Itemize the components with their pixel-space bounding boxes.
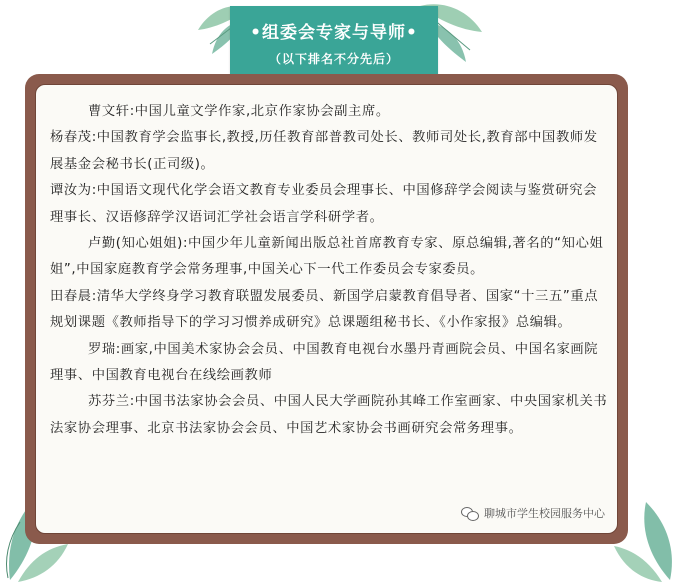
expert-entry: 罗瑞:画家,中国美术家协会会员、中国教育电视台水墨丹青画院会员、中国名家画院理事、中国教育电视台在线绘画教师: [50, 341, 599, 384]
expert-entry: 曹文轩:中国儿童文学作家,北京作家协会副主席。: [88, 104, 390, 119]
page-title: •组委会专家与导师•: [250, 23, 418, 43]
watermark-text: 聊城市学生校园服务中心: [484, 507, 605, 520]
content-frame: [25, 74, 628, 544]
expert-entry: 田春晨:清华大学终身学习教育联盟发展委员、新国学启蒙教育倡导者、国家“十三五”重点规划课题《教师指导下的学习习惯养成研究》总课题组秘书长、《小作家报》总编辑。: [50, 288, 599, 331]
content-paper: [35, 84, 618, 534]
page-subtitle: （以下排名不分先后）: [268, 52, 399, 66]
wechat-icon: [461, 506, 479, 520]
header-banner: [230, 6, 438, 78]
expert-entry: 谭汝为:中国语文现代化学会语文教育专业委员会理事长、中国修辞学会阅读与鉴赏研究会理事长、汉语修辞学汉语词汇学社会语言学科研学者。: [50, 183, 598, 225]
expert-entry: 苏芬兰:中国书法家协会会员、中国人民大学画院孙其峰工作室画家、中央国家机关书法家协会理事、北京书法家协会会员、中国艺术家协会书画研究会常务理事。: [50, 394, 608, 436]
watermark: [461, 505, 605, 521]
expert-entry: 卢勤(知心姐姐):中国少年儿童新闻出版总社首席教育专家、原总编辑,著名的“知心姐姐”,中国家庭教育学会常务理事,中国关心下一代工作委员会专家委员。: [50, 236, 604, 278]
expert-list: [50, 99, 610, 442]
expert-entry: 杨春茂:中国教育学会监事长,教授,历任教育部普教司处长、教师司处长,教育部中国教师发展基金会秘书长(正司级)。: [50, 130, 598, 172]
